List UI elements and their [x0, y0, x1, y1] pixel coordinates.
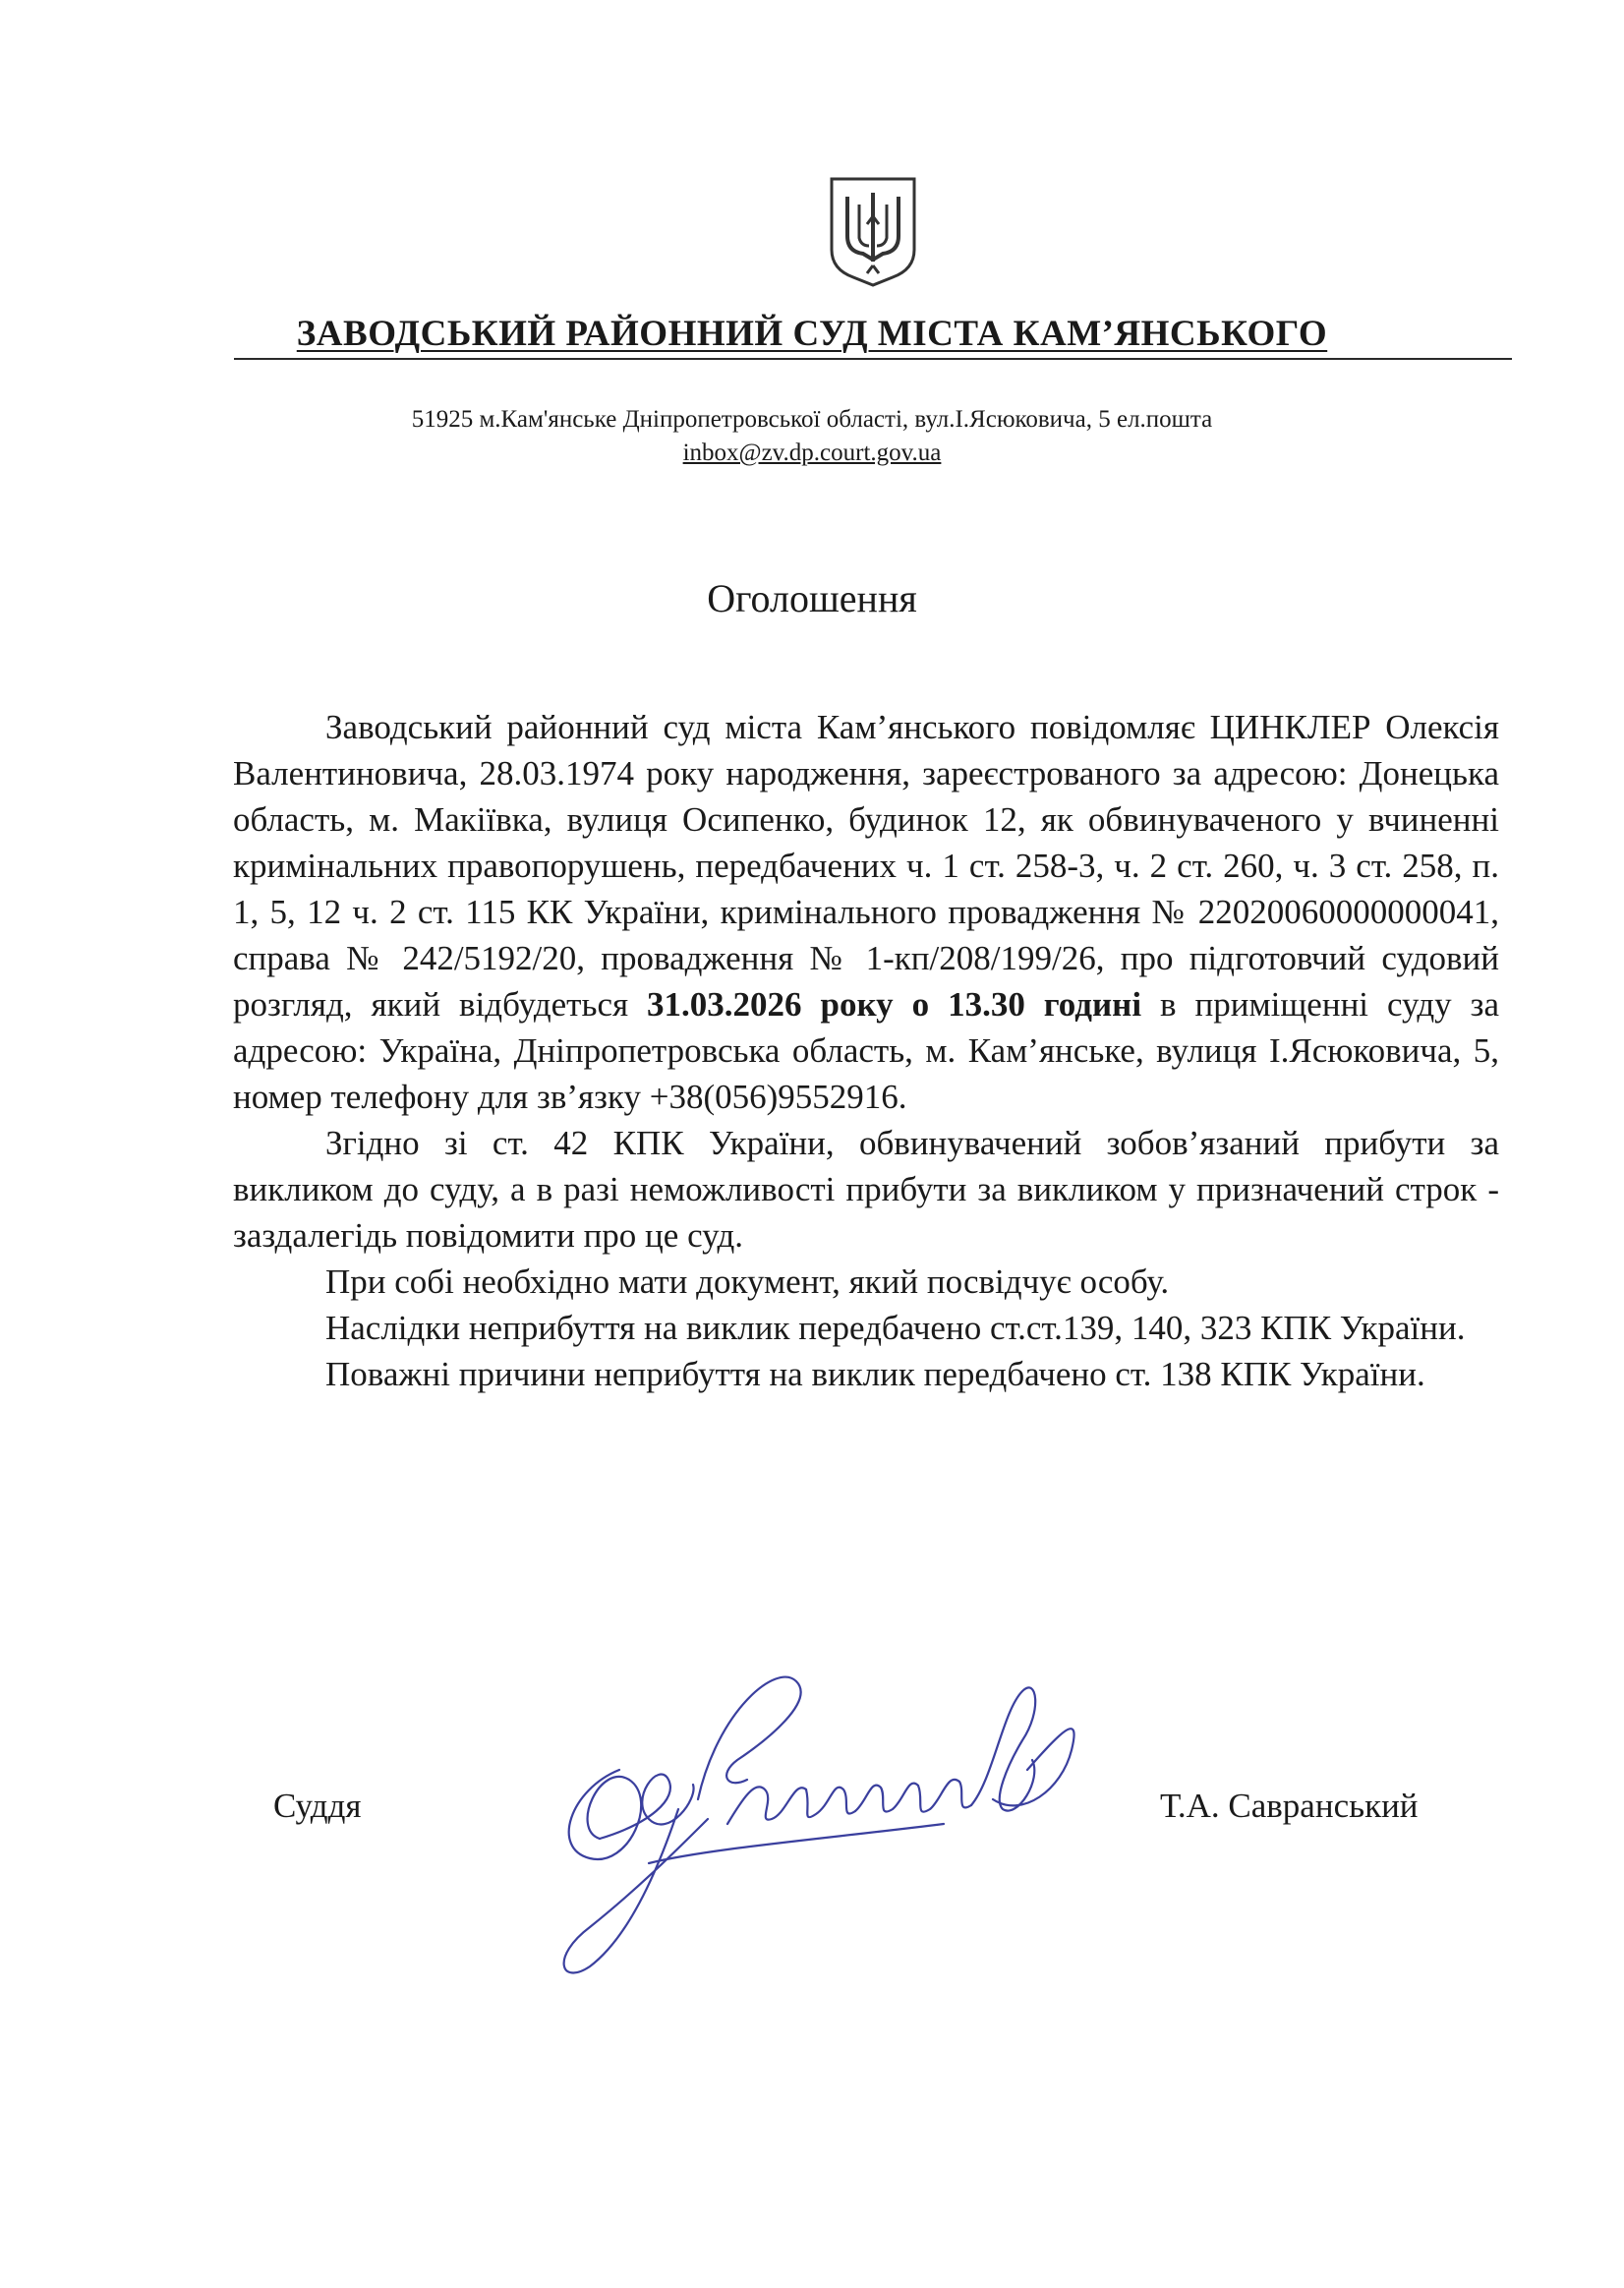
header-divider: [234, 358, 1512, 360]
announcement-body: [233, 704, 1499, 1397]
paragraph-summons: Заводський районний суд міста Кам’янського повідомляє ЦИНКЛЕР Олексія Валентиновича, 28.03.1974 року народження, зареєстрованого за адресою: Донецька область, м. Макіївка, вулиця Осипенко, будинок 12, як обвинуваченого у вчиненні кримінальних правопорушень, передбачених ч. 1 ст. 258-3, ч. 2 ст. 260, ч. 3 ст. 258, п. 1, 5, 12 ч. 2 ст. 115 КК України, кримінального провадження № 22020060000000041, справа № 242/5192/20, провадження № 1-кп/208/199/26, про підготовчий судовий розгляд, який відбудеться 31.03.2026 року о 13.30 годині в приміщенні суду за адресою: Україна, Дніпропетровська область, м. Кам’янське, вулиця І.Ясюковича, 5, номер телефону для зв’язку +38(056)9552916.: [233, 708, 1499, 1116]
hearing-date: 31.03.2026 року о 13.30 годині: [647, 985, 1142, 1024]
court-email[interactable]: [0, 437, 1624, 470]
judge-name: Т.А. Савранський: [1160, 1787, 1419, 1825]
court-address: 51925 м.Кам'янське Дніпропетровської області, вул.І.Ясюковича, 5 ел.пошта: [411, 406, 1213, 433]
court-name: ЗАВОДСЬКИЙ РАЙОННИЙ СУД МІСТА КАМ’ЯНСЬКОГО: [296, 314, 1328, 354]
paragraph-obligation: Згідно зі ст. 42 КПК України, обвинувачений зобов’язаний прибути за викликом до суду, а в разі неможливості прибути за викликом у призначений строк - заздалегідь повідомити про це суд.: [233, 1124, 1499, 1255]
coat-of-arms-icon: [824, 175, 922, 287]
judge-role: Суддя: [273, 1787, 362, 1825]
handwritten-signature: [531, 1652, 1140, 2006]
paragraph-document: При собі необхідно мати документ, який посвідчує особу.: [325, 1262, 1170, 1301]
paragraph-consequences: Наслідки неприбуття на виклик передбачено ст.ст.139, 140, 323 КПК України.: [325, 1309, 1466, 1347]
paragraph-valid-reasons: Поважні причини неприбуття на виклик передбачено ст. 138 КПК України.: [325, 1355, 1425, 1393]
email-link[interactable]: inbox@zv.dp.court.gov.ua: [682, 440, 942, 466]
document-title: Оголошення: [707, 576, 917, 620]
